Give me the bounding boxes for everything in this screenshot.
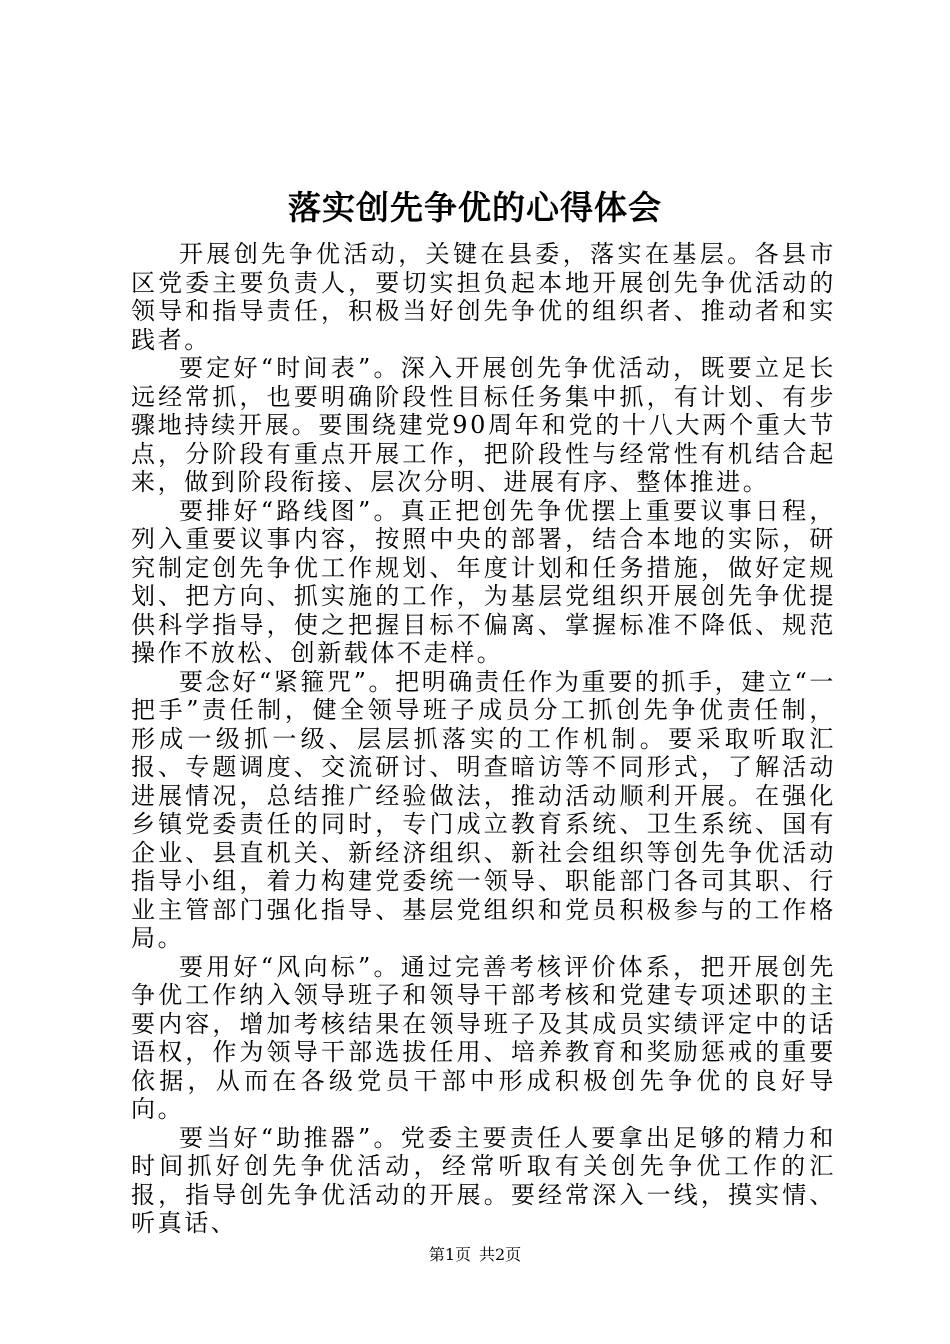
paragraph: 要用好“风向标”。通过完善考核评价体系，把开展创先争优工作纳入领导班子和领导干部考核和党建专项述职的主要内容，增加考核结果在领导班子及其成员实绩评定中的话语权，作为领导干部选拔任用、培养教育和奖励惩戒的重要依据，从而在各级党员干部中形成积极创先争优的良好导向。 bbox=[131, 952, 836, 1123]
paragraph: 开展创先争优活动，关键在县委，落实在基层。各县市区党委主要负责人，要切实担负起本地开展创先争优活动的领导和指导责任，积极当好创先争优的组织者、推动者和实践者。 bbox=[131, 240, 836, 354]
paragraph: 要念好“紧箍咒”。把明确责任作为重要的抓手，建立“一把手”责任制，健全领导班子成员分工抓创先争优责任制，形成一级抓一级、层层抓落实的工作机制。要采取听取汇报、专题调度、交流研讨、明查暗访等不同形式，了解活动进展情况，总结推广经验做法，推动活动顺利开展。在强化乡镇党委责任的同时，专门成立教育系统、卫生系统、国有企业、县直机关、新经济组织、新社会组织等创先争优活动指导小组，着力构建党委统一领导、职能部门各司其职、行业主管部门强化指导、基层党组织和党员积极参与的工作格局。 bbox=[131, 667, 836, 952]
paragraph: 要当好“助推器”。党委主要责任人要拿出足够的精力和时间抓好创先争优活动，经常听取有关创先争优工作的汇报，指导创先争优活动的开展。要经常深入一线，摸实情、听真话、 bbox=[131, 1123, 836, 1237]
document-body bbox=[131, 240, 836, 1238]
paragraph: 要排好“路线图”。真正把创先争优摆上重要议事日程，列入重要议事内容，按照中央的部署，结合本地的实际，研究制定创先争优工作规划、年度计划和任务措施，做好定规划、把方向、抓实施的工作，为基层党组织开展创先争优提供科学指导，使之把握目标不偏离、掌握标准不降低、规范操作不放松、创新载体不走样。 bbox=[131, 496, 836, 667]
page-number: 第1页 bbox=[428, 1245, 471, 1264]
paragraph: 要定好“时间表”。深入开展创先争优活动，既要立足长远经常抓，也要明确阶段性目标任务集中抓，有计划、有步骤地持续开展。要围绕建党90周年和党的十八大两个重大节点，分阶段有重点开展工作，把阶段性与经常性有机结合起来，做到阶段衔接、层次分明、进展有序、整体推进。 bbox=[131, 354, 836, 496]
page-total: 共2页 bbox=[479, 1245, 522, 1264]
document-title: 落实创先争优的心得体会 bbox=[288, 188, 662, 227]
page-footer bbox=[0, 1245, 950, 1265]
